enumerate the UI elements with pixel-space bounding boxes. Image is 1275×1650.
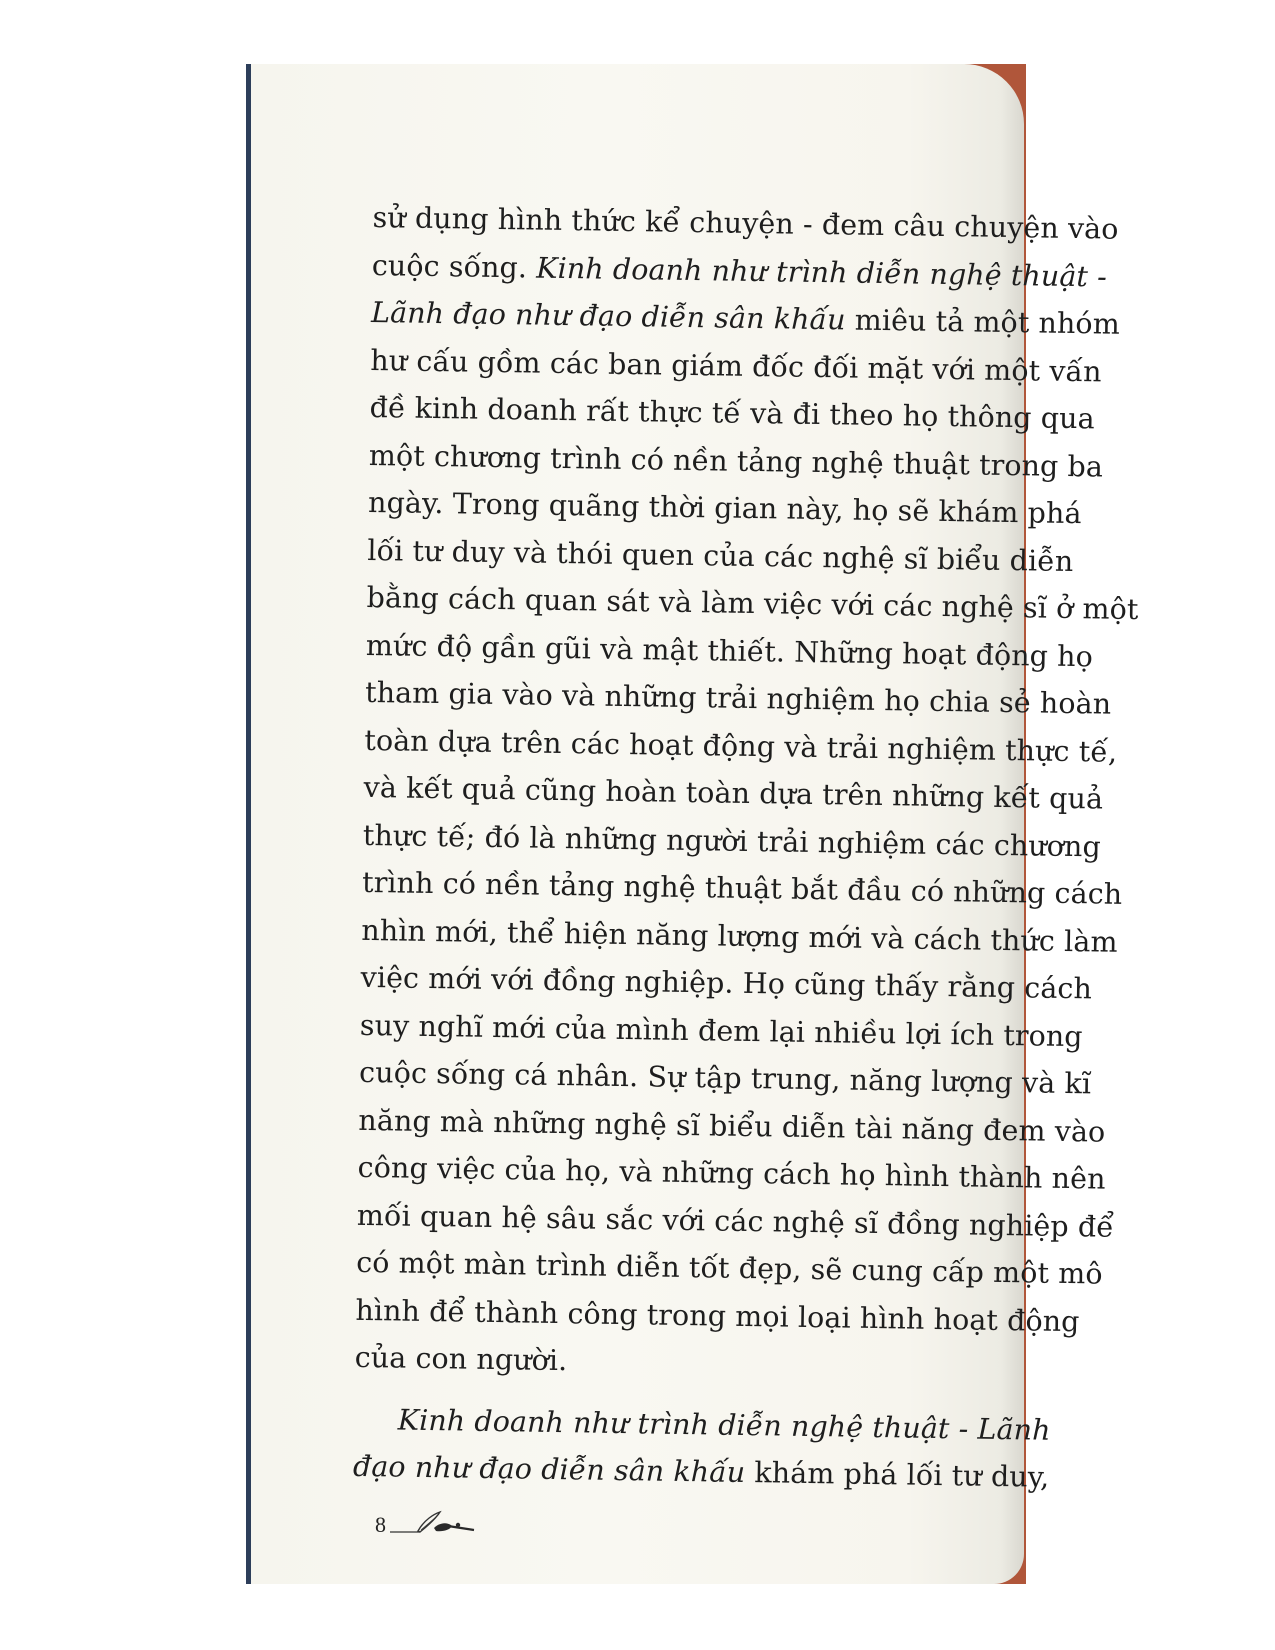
- italic-book-title: Lãnh đạo như đạo diễn sân khấu: [370, 295, 846, 337]
- italic-book-title: đạo như đạo diễn sân khấu: [352, 1449, 746, 1490]
- text-segment: cuộc sống cá nhân. Sự tập trung, năng lượng và kĩ: [358, 1055, 1092, 1101]
- page-number: 8: [375, 1512, 386, 1537]
- text-segment: hình để thành công trong mọi loại hình hoạt động: [355, 1293, 1080, 1338]
- italic-book-title: Kinh doanh như trình diễn nghệ thuật -: [535, 251, 1108, 294]
- text-segment: ngày. Trong quãng thời gian này, họ sẽ khám phá: [367, 485, 1082, 531]
- page-body-text: [352, 194, 1139, 1500]
- text-segment: năng mà những nghệ sĩ biểu diễn tài năng đem vào: [358, 1103, 1106, 1149]
- text-segment: khám phá lối tư duy,: [745, 1456, 1050, 1494]
- text-segment: lối tư duy và thói quen của các nghệ sĩ biểu diễn: [367, 533, 1074, 578]
- text-segment: việc mới với đồng nghiệp. Họ cũng thấy rằng cách: [360, 960, 1093, 1006]
- text-segment: miêu tả một nhóm: [845, 303, 1121, 341]
- text-segment: của con người.: [354, 1340, 568, 1378]
- text-segment: nhìn mới, thể hiện năng lượng mới và cách thức làm: [361, 913, 1118, 959]
- text-segment: hư cấu gồm các ban giám đốc đối mặt với một vấn: [370, 343, 1102, 388]
- text-segment: mối quan hệ sâu sắc với các nghệ sĩ đồng nghiệp để: [356, 1198, 1115, 1244]
- text-segment: mức độ gần gũi và mật thiết. Những hoạt động họ: [365, 628, 1094, 673]
- text-segment: suy nghĩ mới của mình đem lại nhiều lợi ích trong: [359, 1008, 1083, 1053]
- page-footer: [375, 1496, 476, 1536]
- text-segment: một chương trình có nền tảng nghệ thuật trong ba: [368, 438, 1104, 483]
- text-segment: có một màn trình diễn tốt đẹp, sẽ cung cấp một mô: [355, 1245, 1103, 1291]
- book-page: [246, 64, 1139, 1584]
- italic-book-title: Kinh doanh như trình diễn nghệ thuật - Lãnh: [397, 1403, 1051, 1447]
- book-photo: [246, 64, 1139, 1584]
- text-line: [354, 1334, 985, 1391]
- text-segment: và kết quả cũng hoàn toàn dựa trên những kết quả: [363, 770, 1104, 816]
- text-segment: công việc của họ, và những cách họ hình thành nên: [357, 1150, 1106, 1196]
- text-segment: tham gia vào và những trải nghiệm họ chia sẻ hoàn: [364, 675, 1112, 721]
- text-segment: đề kinh doanh rất thực tế và đi theo họ thông qua: [369, 390, 1095, 436]
- text-segment: toàn dựa trên các hoạt động và trải nghiệm thực tế,: [364, 723, 1118, 769]
- text-segment: cuộc sống.: [371, 248, 537, 285]
- quill-pen-icon: [390, 1502, 476, 1536]
- text-segment: bằng cách quan sát và làm việc với các nghệ sĩ ở một: [366, 580, 1139, 627]
- text-segment: thực tế; đó là những người trải nghiệm các chương: [362, 818, 1102, 864]
- text-segment: trình có nền tảng nghệ thuật bắt đầu có những cách: [361, 865, 1123, 911]
- text-line: [352, 1443, 1050, 1500]
- text-segment: sử dụng hình thức kể chuyện - đem câu chuyện vào: [372, 200, 1119, 246]
